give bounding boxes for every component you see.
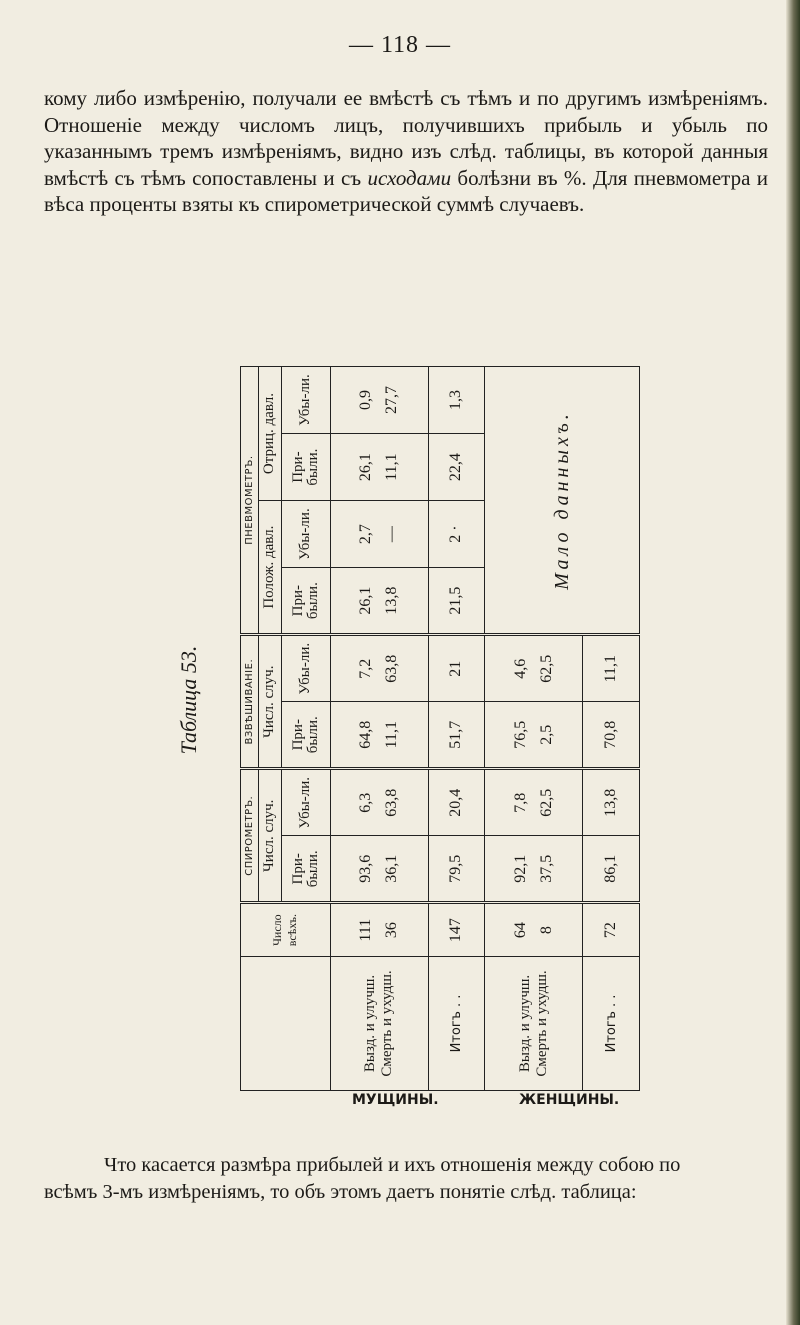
- closing-paragraph: [44, 1152, 774, 1206]
- label-loss: Убы-ли.: [282, 501, 330, 568]
- cell-value: 21: [447, 660, 465, 677]
- weigh-gain: [428, 702, 485, 769]
- cell-value: 36: [383, 922, 401, 939]
- cell-value: 26,1: [357, 453, 375, 482]
- cell-value: 22,4: [447, 453, 465, 482]
- cell-value: 62,5: [537, 654, 555, 683]
- label-loss: Убы-ли.: [282, 635, 330, 702]
- page-edge: [786, 0, 800, 1325]
- neg-loss: [428, 367, 485, 434]
- intro-paragraph: [44, 85, 768, 218]
- cell-value: 64,8: [357, 720, 375, 749]
- row-label-line: Смерть и ухудш.: [533, 970, 550, 1077]
- cell-value: 2 ·: [447, 525, 465, 543]
- weigh-loss: [583, 635, 640, 702]
- label-men: МУЩИНЫ.: [352, 1092, 439, 1108]
- cell-value: 51,7: [447, 720, 465, 749]
- rotated-table-wrapper: [240, 366, 640, 1091]
- spiro-loss: [583, 769, 640, 836]
- row-label: [330, 956, 428, 1090]
- cell-value: 7,8: [511, 792, 529, 813]
- cell-value: 11,1: [602, 654, 620, 683]
- cell-value: 62,5: [537, 788, 555, 817]
- neg-loss: [330, 367, 428, 434]
- weigh-loss: [330, 635, 428, 702]
- weigh-loss: [428, 635, 485, 702]
- row-label: [485, 956, 583, 1090]
- pos-loss: [428, 501, 485, 568]
- sub-num-cases-weigh: Числ. случ.: [258, 635, 282, 769]
- cell-value: 2,5: [537, 724, 555, 745]
- cell-value: 76,5: [511, 720, 529, 749]
- corner-cell: [241, 956, 331, 1090]
- label-women: ЖЕНЩИНЫ.: [519, 1092, 620, 1108]
- row-label-line: Вызд. и улучш.: [362, 974, 379, 1073]
- label-gain: При-были.: [282, 568, 330, 635]
- cell-value: 72: [602, 922, 620, 939]
- group-pneumometer: ПНЕВМОМЕТРЪ.: [241, 367, 259, 635]
- cell-value: 6,3: [357, 792, 375, 813]
- spiro-loss: [485, 769, 583, 836]
- cell-value: 11,1: [383, 721, 401, 749]
- total-count: [428, 903, 485, 957]
- closing-line-1: Что касается размѣра прибылей и ихъ отношенія между собою по: [104, 1154, 681, 1176]
- intro-text-end: болѣзни въ %. Для пневмометра и вѣса проценты взяты къ спирометрической суммѣ случаевъ.: [44, 165, 768, 216]
- row-label-line: Вызд. и улучш.: [516, 974, 533, 1073]
- caption-text: Таблица 53.: [176, 645, 201, 755]
- cell-value: 111: [357, 918, 375, 942]
- cell-value: 13,8: [383, 586, 401, 615]
- group-spirometer: СПИРОМЕТРЪ.: [241, 769, 259, 903]
- label-gain: При-были.: [282, 836, 330, 903]
- pos-loss: [330, 501, 428, 568]
- pos-gain: [330, 568, 428, 635]
- sub-num-cases-spiro: Числ. случ.: [258, 769, 282, 903]
- cell-value: 93,6: [357, 854, 375, 883]
- row-label-line: Итогъ . .: [448, 994, 464, 1053]
- cell-value: 79,5: [447, 854, 465, 883]
- table-row: [428, 367, 485, 1091]
- sub-positive-pressure: Полож. давл.: [258, 501, 282, 635]
- col-total-header: Число всѣхъ.: [241, 903, 331, 957]
- cell-value: 0,9: [357, 390, 375, 411]
- page-number: — 118 —: [348, 32, 452, 58]
- data-table: [240, 366, 640, 1091]
- spiro-gain: [428, 836, 485, 903]
- spiro-gain: [485, 836, 583, 903]
- insufficient-data-note: Мало данныхъ.: [485, 367, 640, 635]
- intro-italic: исходами: [367, 165, 452, 190]
- total-count: [485, 903, 583, 957]
- cell-value: 36,1: [383, 854, 401, 883]
- cell-value: 27,7: [383, 386, 401, 415]
- row-label-line: Смерть и ухудш.: [379, 970, 396, 1077]
- total-count: [330, 903, 428, 957]
- cell-value: 7,2: [357, 658, 375, 679]
- label-loss: Убы-ли.: [282, 769, 330, 836]
- cell-value: 13,8: [602, 788, 620, 817]
- table-row: [485, 367, 583, 1091]
- cell-value: 8: [537, 926, 555, 935]
- cell-value: 70,8: [602, 720, 620, 749]
- cell-value: 64: [511, 922, 529, 939]
- cell-value: 4,6: [511, 658, 529, 679]
- neg-gain: [428, 434, 485, 501]
- row-label: [428, 956, 485, 1090]
- spiro-gain: [330, 836, 428, 903]
- cell-value: 86,1: [602, 854, 620, 883]
- cell-value: 21,5: [447, 586, 465, 615]
- spiro-gain: [583, 836, 640, 903]
- cell-value: 147: [447, 918, 465, 943]
- intro-text: кому либо измѣренію, получали ее вмѣстѣ съ тѣмъ и по другимъ измѣреніямъ. Отношеніе между числомъ лицъ, получившихъ прибыль и убыль по указаннымъ тремъ измѣреніямъ, видно изъ слѣд. таблицы, въ которой данныя вмѣстѣ съ тѣмъ сопоставлены и съ: [44, 86, 768, 190]
- cell-value: 11,1: [383, 453, 401, 481]
- cell-value: 63,8: [383, 788, 401, 817]
- closing-line-2: всѣмъ 3-мъ измѣреніямъ, то объ этомъ даетъ понятіе слѣд. таблица:: [44, 1181, 637, 1203]
- spiro-loss: [428, 769, 485, 836]
- cell-value: 92,1: [511, 854, 529, 883]
- cell-value: 63,8: [383, 654, 401, 683]
- cell-value: —: [383, 526, 401, 543]
- weigh-loss: [485, 635, 583, 702]
- cell-value: 26,1: [357, 586, 375, 615]
- neg-gain: [330, 434, 428, 501]
- weigh-gain: [485, 702, 583, 769]
- row-label: [583, 956, 640, 1090]
- spiro-loss: [330, 769, 428, 836]
- label-gain: При-были.: [282, 702, 330, 769]
- weigh-gain: [330, 702, 428, 769]
- group-weighing: ВЗВѢШИВАНІЕ.: [241, 635, 259, 769]
- cell-value: 1,3: [447, 390, 465, 411]
- table-caption: [159, 620, 219, 780]
- row-label-line: Итогъ . .: [603, 994, 619, 1053]
- cell-value: 2,7: [357, 524, 375, 545]
- weigh-gain: [583, 702, 640, 769]
- cell-value: 37,5: [537, 854, 555, 883]
- label-loss: Убы-ли.: [282, 367, 330, 434]
- label-gain: При-были.: [282, 434, 330, 501]
- cell-value: 20,4: [447, 788, 465, 817]
- table-row: [330, 367, 428, 1091]
- pos-gain: [428, 568, 485, 635]
- total-count: [583, 903, 640, 957]
- sub-negative-pressure: Отриц. давл.: [258, 367, 282, 501]
